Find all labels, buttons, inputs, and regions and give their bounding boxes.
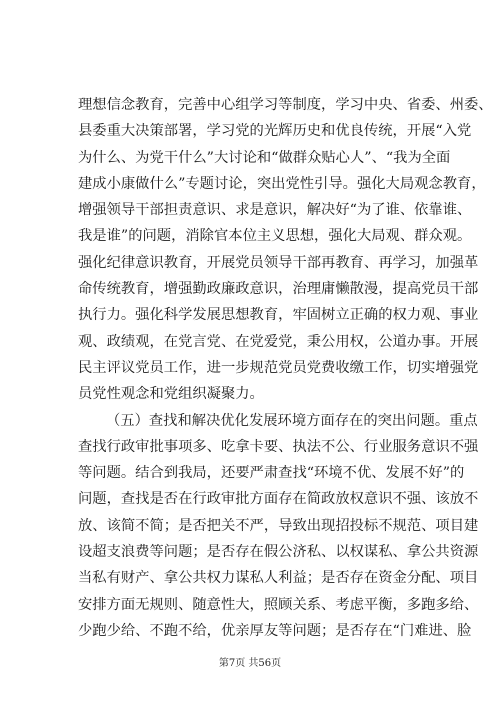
text-line: 当私有财产、拿公共权力谋私人利益；是否存在资金分配、项目: [78, 570, 479, 587]
text-line: 民主评议党员工作，进一步规范党员党费收缴工作，切实增强党: [78, 359, 479, 376]
text-line: 等问题。结合到我局，还要严肃查找“环境不优、发展不好”的: [78, 465, 465, 482]
text-line: 少跑少给、不跑不给，优亲厚友等问题；是否存在“门难进、脸: [78, 622, 472, 639]
text-line: 员党性观念和党组织凝聚力。: [78, 386, 264, 403]
text-line: 命传统教育，增强勤政廉政意识，治理庸懒散漫，提高党员干部: [78, 281, 479, 298]
text-line: 理想信念教育，完善中心组学习等制度，学习中央、省委、州委、: [78, 97, 493, 113]
text-line: 放、该简不简；是否把关不严，导致出现招投标不规范、项目建: [78, 517, 479, 534]
text-line: 设超支浪费等问题；是否存在假公济私、以权谋私、拿公共资源: [78, 544, 479, 561]
text-line: 增强领导干部担责意识、求是意识，解决好“为了谁、依靠谁、: [78, 202, 472, 219]
text-line: 安排方面无规则、随意性大，照顾关系、考虑平衡，多跑多给、: [78, 596, 479, 613]
text-line: 县委重大决策部署，学习党的光辉历史和优良传统，开展“入党: [78, 123, 472, 140]
body-text: [78, 92, 493, 644]
text-line: 强化纪律意识教育，开展党员领导干部再教育、再学习，加强革: [78, 254, 479, 271]
text-line: 建成小康做什么”专题讨论，突出党性引导。强化大局观念教育，: [78, 175, 486, 192]
page-number-footer: 第7页 共56页: [218, 658, 282, 669]
text-line: 执行力。强化科学发展思想教育，牢固树立正确的权力观、事业: [78, 307, 479, 324]
text-line: 问题，查找是否在行政审批方面存在简政放权意识不强、该放不: [78, 491, 479, 508]
text-line: 观、政绩观，在党言党、在党爱党，秉公用权，公道办事。开展: [78, 333, 479, 350]
text-line: 查找行政审批事项多、吃拿卡要、执法不公、行业服务意识不强: [78, 438, 479, 455]
text-line: （五）查找和解决优化发展环境方面存在的突出问题。重点: [106, 412, 478, 429]
text-line: 我是谁”的问题，消除官本位主义思想，强化大局观、群众观。: [78, 228, 472, 245]
text-line: 为什么、为党干什么”大讨论和“做群众贴心人”、“我为全面: [78, 149, 451, 166]
